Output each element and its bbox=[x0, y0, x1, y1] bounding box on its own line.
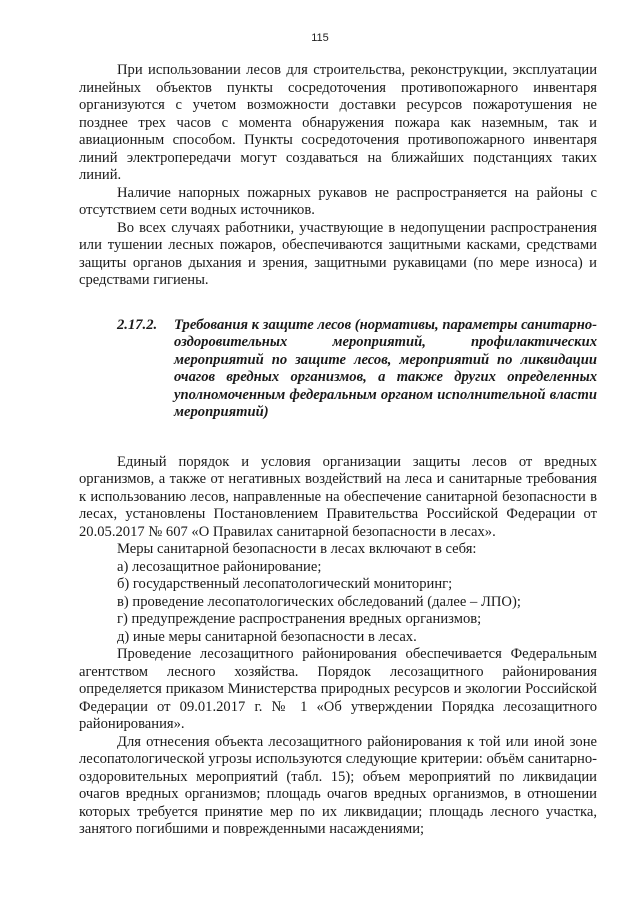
paragraph-measures-intro: Меры санитарной безопасности в лесах включают в себя: bbox=[117, 541, 477, 557]
paragraph-worker-protection: Во всех случаях работники, участвующие в недопущении распространения или тушении лесных пожаров, обеспечиваются защитными касками, средствами защиты органов дыхания и зрения, защитными рукавицами (по мере износа) и средствами гигиены. bbox=[79, 219, 597, 288]
paragraph-sanitary-rules: Единый порядок и условия организации защиты лесов от вредных организмов, а также от негативных воздействий на леса и санитарные требования к использованию лесов, направленные на обеспечение санитарной безопасности в лесах, установлены Постановлением Правительства Российской Федерации от 20.05.2017 № 607 «О Правилах санитарной безопасности в лесах». bbox=[79, 453, 597, 540]
section-heading bbox=[79, 317, 597, 422]
paragraph-fire-equipment-points: При использовании лесов для строительства, реконструкции, эксплуатации линейных объектов пункты сосредоточения противопожарного инвентаря организуются с учетом возможности доставки ресурсов пожаротушения не позднее трех часов с момента обнаружения пожара как наземным, так и авиационным способом. Пункты сосредоточения противопожарного инвентаря линий электропередачи могут создаваться на ближайших подстанциях таких линий. bbox=[79, 62, 597, 183]
section-number: 2.17.2. bbox=[117, 316, 158, 333]
section-title: Требования к защите лесов (нормативы, параметры санитарно-оздоровительных мероприятий, профилактических мероприятий по защите лесов, мероприятий по ликвидации очагов вредных организмов, а также других определенных уполномоченным федеральным органом исполнительной власти мероприятий) bbox=[174, 316, 597, 420]
list-item: г) предупреждение распространения вредных организмов; bbox=[117, 611, 482, 627]
document-body bbox=[79, 62, 597, 839]
list-item: а) лесозащитное районирование; bbox=[117, 558, 322, 575]
paragraph-fire-hoses: Наличие напорных пожарных рукавов не распространяется на районы с отсутствием сети водных источников. bbox=[79, 184, 597, 218]
page-number: 115 bbox=[311, 32, 329, 44]
list-item: д) иные меры санитарной безопасности в лесах. bbox=[117, 628, 417, 645]
list-item: в) проведение лесопатологических обследований (далее – ЛПО); bbox=[117, 593, 521, 610]
paragraph-zoning: Проведение лесозащитного районирования обеспечивается Федеральным агентством лесного хозяйства. Порядок лесозащитного районирования определяется приказом Министерства природных ресурсов и экологии Российской Федерации от 09.01.2017 г. № 1 «Об утверждении Порядка лесозащитного районирования». bbox=[79, 646, 597, 732]
list-item: б) государственный лесопатологический мониторинг; bbox=[117, 576, 453, 592]
paragraph-zone-criteria: Для отнесения объекта лесозащитного районирования к той или иной зоне лесопатологической угрозы используются следующие критерии: объём санитарно-оздоровительных мероприятий (табл. 15); объем мероприятий по ликвидации очагов вредных организмов; площадь очагов вредных организмов, в отношении которых требуется принятие мер по их ликвидации; площадь лесного участка, занятого погибшими и поврежденными насаждениями; bbox=[79, 733, 597, 837]
